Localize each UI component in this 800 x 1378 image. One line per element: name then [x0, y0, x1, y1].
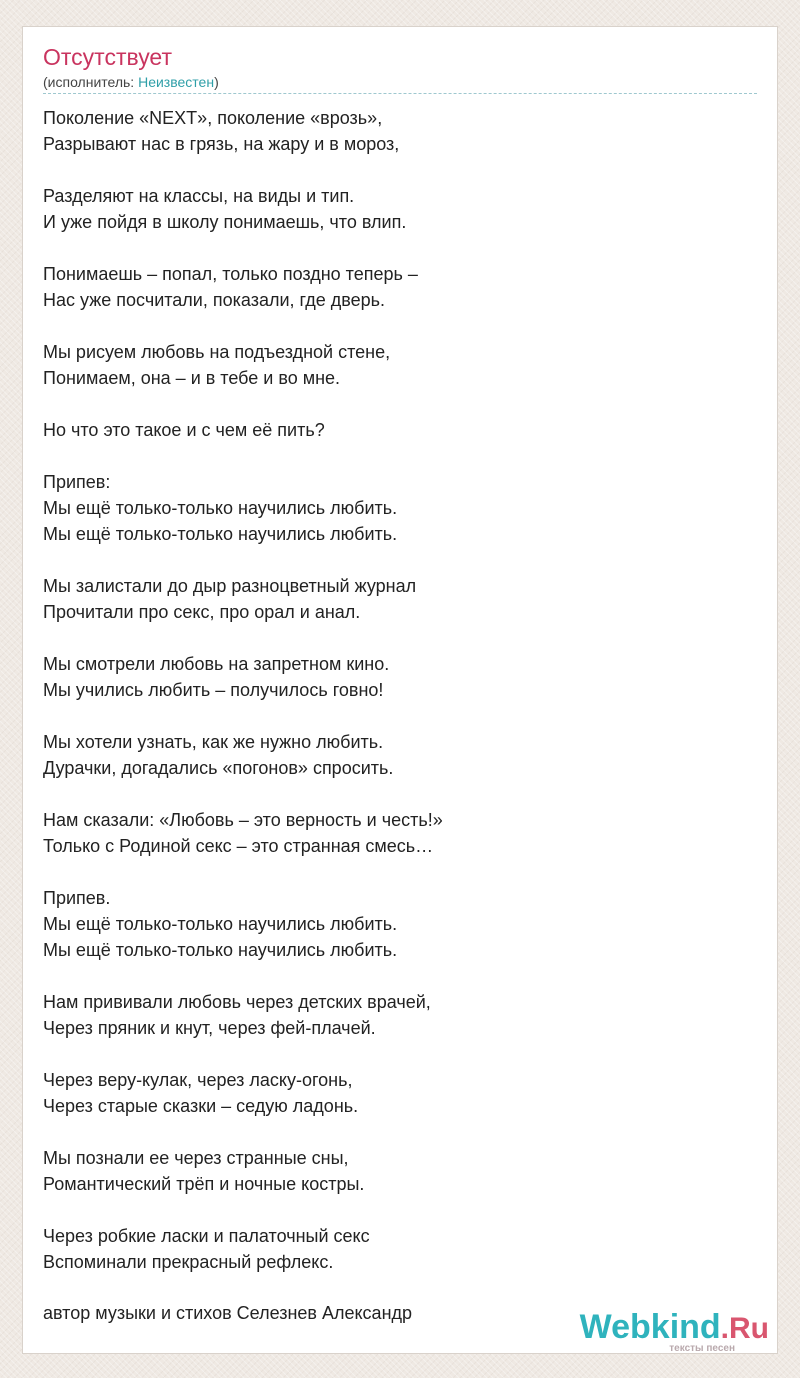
artist-link[interactable]: Неизвестен — [138, 74, 215, 90]
lyrics-line: Мы хотели узнать, как же нужно любить. — [43, 732, 384, 752]
lyrics-line: Мы ещё только-только научились любить. — [43, 940, 398, 960]
lyrics-line: Мы ещё только-только научились любить. — [43, 524, 398, 544]
lyrics-stanza — [43, 885, 757, 963]
lyrics-stanza — [43, 989, 757, 1041]
lyrics-line: Вспоминали прекрасный рефлекс. — [43, 1252, 334, 1272]
lyrics-line: Дурачки, догадались «погонов» спросить. — [43, 758, 394, 778]
lyrics-stanza — [43, 469, 757, 547]
lyrics-stanza — [43, 339, 757, 391]
lyrics-line: Романтический трёп и ночные костры. — [43, 1174, 365, 1194]
lyrics-line: Мы учились любить – получилось говно! — [43, 680, 384, 700]
lyrics-line: Мы смотрели любовь на запретном кино. — [43, 654, 390, 674]
lyrics-line: Понимаем, она – и в тебе и во мне. — [43, 368, 341, 388]
lyrics-text — [43, 105, 757, 1301]
lyrics-line: И уже пойдя в школу понимаешь, что влип. — [43, 212, 407, 232]
lyrics-line: Разделяют на классы, на виды и тип. — [43, 186, 355, 206]
lyrics-line: Через старые сказки – седую ладонь. — [43, 1096, 359, 1116]
logo-tld: .Ru — [720, 1312, 769, 1345]
lyrics-line: Мы ещё только-только научились любить. — [43, 498, 398, 518]
lyrics-line: Через робкие ласки и палаточный секс — [43, 1226, 370, 1246]
lyrics-card — [22, 26, 778, 1354]
lyrics-line: Припев: — [43, 472, 111, 492]
author-credit: автор музыки и стихов Селезнев Александр — [43, 1303, 413, 1323]
lyrics-line: Поколение «NEXT», поколение «врозь», — [43, 108, 383, 128]
lyrics-line: Через пряник и кнут, через фей-плачей. — [43, 1018, 376, 1038]
lyrics-stanza — [43, 1223, 757, 1275]
lyrics-line: Только с Родиной секс – это странная смесь… — [43, 836, 434, 856]
lyrics-line: Мы познали ее через странные сны, — [43, 1148, 349, 1168]
logo-tagline: тексты песен — [669, 1343, 735, 1354]
lyrics-stanza — [43, 1067, 757, 1119]
title-divider — [43, 93, 757, 94]
lyrics-stanza — [43, 105, 757, 157]
lyrics-stanza — [43, 573, 757, 625]
lyrics-line: Но что это такое и с чем её пить? — [43, 420, 325, 440]
lyrics-line: Нас уже посчитали, показали, где дверь. — [43, 290, 386, 310]
artist-line — [43, 73, 219, 91]
lyrics-stanza — [43, 261, 757, 313]
lyrics-line: Через веру-кулак, через ласку-огонь, — [43, 1070, 353, 1090]
logo-wordmark — [580, 1309, 769, 1347]
lyrics-stanza — [43, 651, 757, 703]
lyrics-line: Прочитали про секс, про орал и анал. — [43, 602, 361, 622]
lyrics-line: Разрывают нас в грязь, на жару и в мороз, — [43, 134, 400, 154]
lyrics-line: Нам прививали любовь через детских врачей, — [43, 992, 431, 1012]
song-title: Отсутствует — [43, 44, 172, 70]
lyrics-line: Припев. — [43, 888, 111, 908]
lyrics-line: Мы ещё только-только научились любить. — [43, 914, 398, 934]
lyrics-stanza — [43, 183, 757, 235]
artist-prefix: (исполнитель: — [43, 74, 139, 90]
logo-brand: Webkind — [579, 1308, 721, 1346]
lyrics-stanza — [43, 807, 757, 859]
lyrics-line: Мы рисуем любовь на подъездной стене, — [43, 342, 391, 362]
lyrics-line: Понимаешь – попал, только поздно теперь – — [43, 264, 418, 284]
lyrics-line: Нам сказали: «Любовь – это верность и честь!» — [43, 810, 443, 830]
artist-suffix: ) — [214, 74, 219, 90]
lyrics-stanza — [43, 729, 757, 781]
lyrics-stanza — [43, 417, 757, 443]
lyrics-line: Мы залистали до дыр разноцветный журнал — [43, 576, 417, 596]
lyrics-stanza — [43, 1145, 757, 1197]
site-logo[interactable] — [569, 1309, 769, 1353]
